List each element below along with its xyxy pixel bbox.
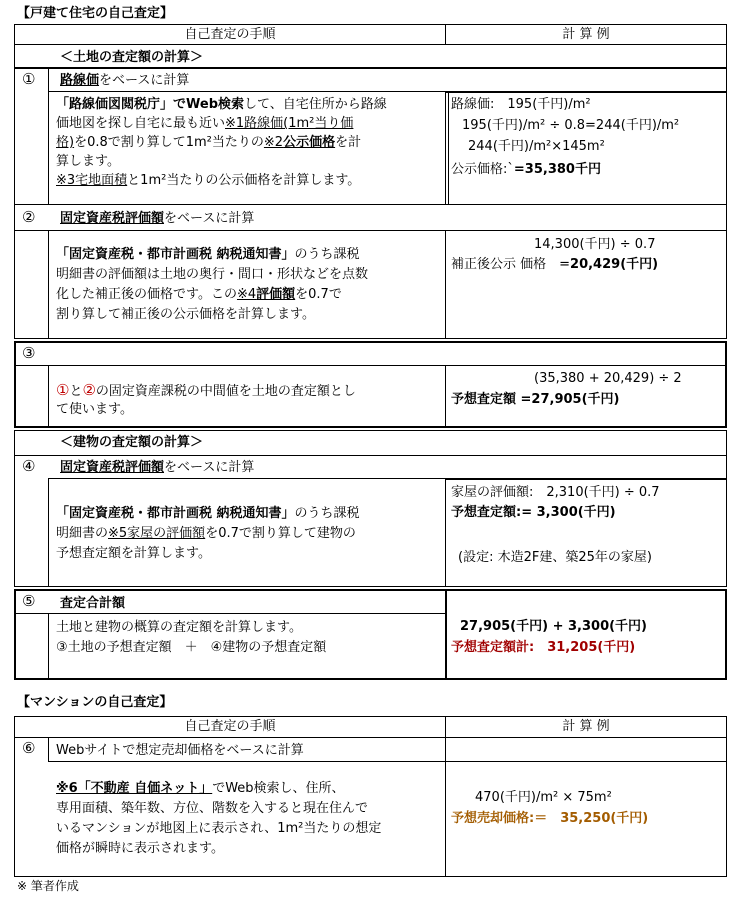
step2-number: ② [22,208,36,226]
step2-desc-c-pre: 化した補正後の価格です。この [56,287,237,302]
step1-heading [60,72,189,89]
step2-desc-c-end: を0.7で [295,287,342,302]
step6-calc-divider [445,737,446,877]
step4-calc-3: (設定: 木造2F建、築25年の家屋) [458,550,652,565]
step3-ref2: ② [82,381,96,399]
step2-calc-2-bold: 20,429(千円) [570,257,659,272]
step5-desc-line2: ③土地の予想査定額 ＋ ④建物の予想査定額 [56,640,327,655]
col-header-example-2: 計 算 例 [445,716,727,738]
step1-desc-c-bold: 公示価格 [283,135,336,150]
step3-calc-1: (35,380 + 20,429) ÷ 2 [534,371,682,386]
step4-desc-bold: 「固定資産税・都市計画税 納税通知書」 [56,506,295,521]
step1-desc-line5 [56,172,360,189]
step3-calc-2: 予想査定額 =27,905(千円) [451,392,620,407]
step1-calc-3: 244(千円)/m²×145m² [468,139,605,154]
step3-ref1: ① [56,381,70,399]
step4-desc-b-pre: 明細書の [56,526,109,541]
step5-desc-line1: 土地と建物の概算の査定額を計算します。 [56,620,302,635]
step1-desc-c-u2: ※2 [263,135,284,150]
step4-desc-line3: 予想査定額を計算します。 [56,546,211,561]
step3-number: ③ [22,344,36,362]
step2-desc-c-bold: 評価額 [256,287,296,302]
step4-calc-2: 予想査定額:= 3,300(千円) [451,505,616,520]
section1-title: 【戸建て住宅の自己査定】 [17,6,174,21]
col-header-procedure-2: 自己査定の手順 [14,716,446,738]
step2-desc-line2: 明細書の評価額は土地の奥行・間口・形状などを点数 [56,267,369,282]
step1-desc-b-u: ※1路線価(1m²当り価 [225,116,354,131]
col-header-procedure: 自己査定の手順 [14,24,446,45]
step1-desc-b-pre: 価地図を探し自宅に最も近い [56,116,226,131]
land-section-header: ＜土地の査定額の計算＞ [60,50,204,65]
section2-title: 【マンションの自己査定】 [17,695,173,710]
step4-calc-1: 家屋の評価額: 2,310(千円) ÷ 0.7 [451,485,660,500]
step5-desc-left [48,613,49,680]
step4-desc-line2 [56,525,356,542]
step6-desc-a-rest: でWeb検索し、住所、 [212,781,345,796]
step2-calc-2-pre: 補正後公示 価格 = [451,257,571,272]
step3-desc-line1 [56,382,356,400]
step1-desc-c-end: を計 [335,135,362,150]
step4-desc-line1 [56,505,360,522]
step1-desc-e-u: ※3宅地面積 [56,173,128,188]
step5-heading: 査定合計額 [60,596,126,611]
step6-desc-a-u: ※6「不動産 自価ネット」 [56,781,213,796]
step2-heading-rest: をベースに計算 [164,211,255,226]
step1-desc-c-mid: を0.8で割り算して1m²当たりの [74,135,264,150]
step1-desc-line2 [56,115,353,132]
step5-calc-1: 27,905(千円) + 3,300(千円) [460,619,647,634]
step5-calc-2: 予想査定額計: 31,205(千円) [451,640,636,655]
step4-desc-b-rest: を0.7で割り算して建物の [205,526,356,541]
step4-number: ④ [22,457,36,475]
step3-and: と [69,384,83,399]
step3-desc-line2: て使います。 [56,402,133,417]
step2-desc-line4: 割り算して補正後の公示価格を計算します。 [56,307,315,322]
step5-number: ⑤ [22,592,36,610]
col-header-example: 計 算 例 [445,24,727,45]
step2-heading [60,210,254,227]
step5-divider [445,589,447,680]
step1-desc-line1 [56,96,387,113]
step1-heading-rest: をベースに計算 [99,73,190,88]
step1-desc-line4: 算します。 [56,154,120,169]
step1-calc-4-pre: 公示価格:` [451,162,514,177]
step2-desc-line3 [56,286,342,303]
step1-desc-bold: 「路線価図閲税庁」でWeb検索 [56,97,244,112]
step2-desc-bold: 「固定資産税・都市計画税 納税通知書」 [56,247,295,262]
step6-number: ⑥ [22,739,36,757]
step4-heading [60,459,254,476]
step4-heading-bold: 固定資産税評価額 [60,460,165,475]
step2-calc-2 [451,256,658,273]
step1-calc-4 [451,161,601,178]
step2-heading-bold: 固定資産税評価額 [60,211,165,226]
step2-desc-c-u: ※4 [236,287,257,302]
step3-desc-rest: の固定資産課税の中間値を土地の査定額とし [95,384,356,399]
step6-desc-line2: 専用面積、築年数、方位、階数を入すると現在住んで [56,801,369,816]
step1-desc-rest: して、自宅住所から路線 [244,97,387,112]
step1-calc-2: 195(千円)/m² ÷ 0.8=244(千円)/m² [462,118,680,133]
step1-desc-c-u: 格) [56,135,75,150]
step1-desc-line3 [56,134,361,151]
footnote: ※ 筆者作成 [17,879,79,893]
step4-heading-rest: をベースに計算 [164,460,255,475]
step6-calc-2: 予想売却価格:＝ 35,250(千円) [451,811,649,826]
step3-heading-line [14,341,727,366]
step6-heading: Webサイトで想定売却価格をベースに計算 [56,743,304,758]
step1-number: ① [22,70,36,88]
step6-desc-line3: いるマンションが地図上に表示され、1m²当たりの想定 [56,821,382,836]
step6-desc-line1 [56,780,345,797]
step2-desc-rest: のうち課税 [294,247,360,262]
step6-calc-1: 470(千円)/m² × 75m² [475,790,612,805]
step1-calc-1: 路線価: 195(千円)/m² [451,97,591,112]
step1-calc-4-bold: =35,380千円 [513,162,601,177]
step6-desc-line4: 価格が瞬時に表示されます。 [56,841,224,856]
step2-calc-1: 14,300(千円) ÷ 0.7 [534,237,656,252]
step4-desc-rest: のうち課税 [294,506,360,521]
step1-heading-bold: 路線価 [60,73,100,88]
land-header-box [14,44,727,68]
step1-desc-e-rest: と1m²当たりの公示価格を計算します。 [127,173,361,188]
step2-desc-line1 [56,246,360,263]
step4-desc-b-u: ※5家屋の評価額 [108,526,206,541]
building-section-header: ＜建物の査定額の計算＞ [60,435,204,450]
